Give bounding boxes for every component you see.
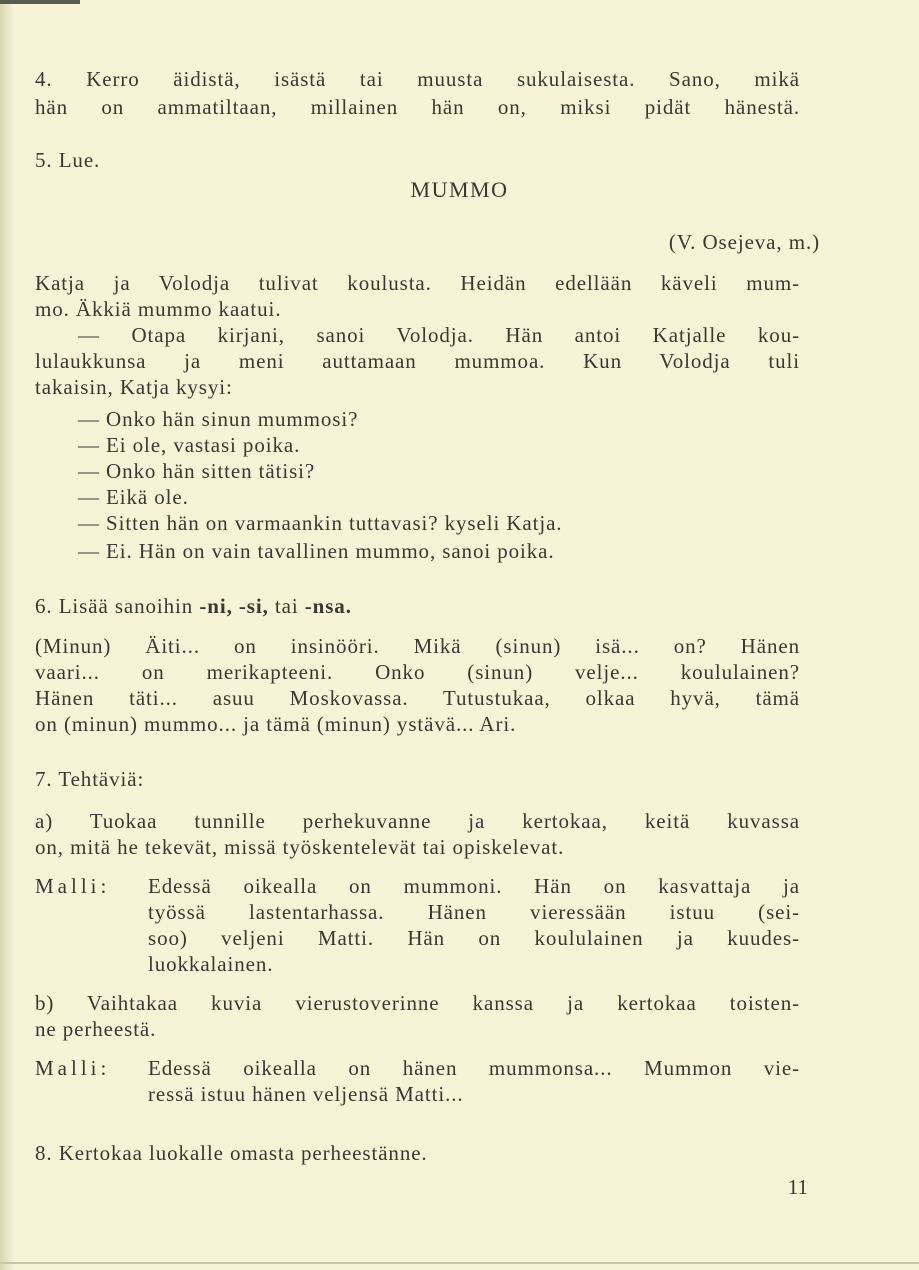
malli-a-line: työssä lastentarhassa. Hänen vieressään istuu (sei- [148, 900, 800, 924]
exercise-line: Hänen täti... asuu Moskovassa. Tutustukaa, olkaa hyvä, tämä [35, 686, 800, 710]
suffix-nsa: -nsa. [304, 594, 352, 618]
dialogue-line: — Onko hän sitten tätisi? [78, 459, 316, 483]
suffix-si: -si, [238, 594, 269, 618]
dialogue-line: — Onko hän sinun mummosi? [78, 407, 359, 431]
task7-label: 7. Tehtäviä: [35, 767, 145, 791]
story-line: — Otapa kirjani, sanoi Volodja. Hän antoi Katjalle kou- [78, 323, 800, 347]
story-line: lulaukkunsa ja meni auttamaan mummoa. Kun Volodja tuli [35, 349, 800, 373]
task7b-line-1: b) Vaihtakaa kuvia vierustoverinne kanssa ja kertokaa toisten- [35, 991, 800, 1015]
task6-instruction [35, 593, 800, 619]
dialogue-line: — Ei. Hän on vain tavallinen mummo, sanoi poika. [78, 539, 555, 563]
malli-b-line: ressä istuu hänen veljensä Matti... [148, 1082, 464, 1106]
suffix-ni: -ni, [199, 594, 233, 618]
task5-label: 5. Lue. [35, 148, 101, 172]
dialogue-line: — Sitten hän on varmaankin tuttavasi? kyseli Katja. [78, 511, 563, 535]
task7a-line-2: on, mitä he tekevät, missä työskentelevät tai opiskelevat. [35, 835, 565, 859]
story-line: mo. Äkkiä mummo kaatui. [35, 297, 282, 321]
dialogue-line: — Ei ole, vastasi poika. [78, 433, 301, 457]
exercise-line: vaari... on merikapteeni. Onko (sinun) velje... koululainen? [35, 660, 800, 684]
dialogue-line: — Eikä ole. [78, 485, 189, 509]
story-line: Katja ja Volodja tulivat koulusta. Heidän edellään käveli mum- [35, 271, 800, 295]
exercise-line: on (minun) mummo... ja tämä (minun) ystävä... Ari. [35, 712, 517, 736]
malli-a-line: Edessä oikealla on mummoni. Hän on kasvattaja ja [148, 874, 800, 898]
top-print-mark [0, 0, 80, 4]
malli-label-a: Malli: [35, 874, 111, 898]
story-title: MUMMO [410, 177, 509, 202]
exercise-line: (Minun) Äiti... on insinööri. Mikä (sinun) isä... on? Hänen [35, 634, 800, 658]
malli-a-line: luokkalainen. [148, 952, 274, 976]
task4-line-2: hän on ammatiltaan, millainen hän on, miksi pidät hänestä. [35, 95, 800, 119]
task6-instruction-text: 6. Lisää sanoihin [35, 594, 194, 618]
page-number: 11 [787, 1175, 808, 1199]
page-bottom-edge [0, 1262, 919, 1264]
story-line: takaisin, Katja kysyi: [35, 375, 233, 399]
malli-label-b: Malli: [35, 1056, 111, 1080]
task7a-line-1: a) Tuokaa tunnille perhekuvanne ja kertokaa, keitä kuvassa [35, 809, 800, 833]
task7b-line-2: ne perheestä. [35, 1017, 157, 1041]
task6-tai: tai [274, 594, 299, 618]
task4-line-1: 4. Kerro äidistä, isästä tai muusta sukulaisesta. Sano, mikä [35, 67, 800, 91]
malli-a-line: soo) veljeni Matti. Hän on koululainen ja kuudes- [148, 926, 800, 950]
task8-text: 8. Kertokaa luokalle omasta perheestänne. [35, 1141, 428, 1165]
malli-b-line: Edessä oikealla on hänen mummonsa... Mummon vie- [148, 1056, 800, 1080]
story-author: (V. Osejeva, m.) [668, 230, 820, 254]
